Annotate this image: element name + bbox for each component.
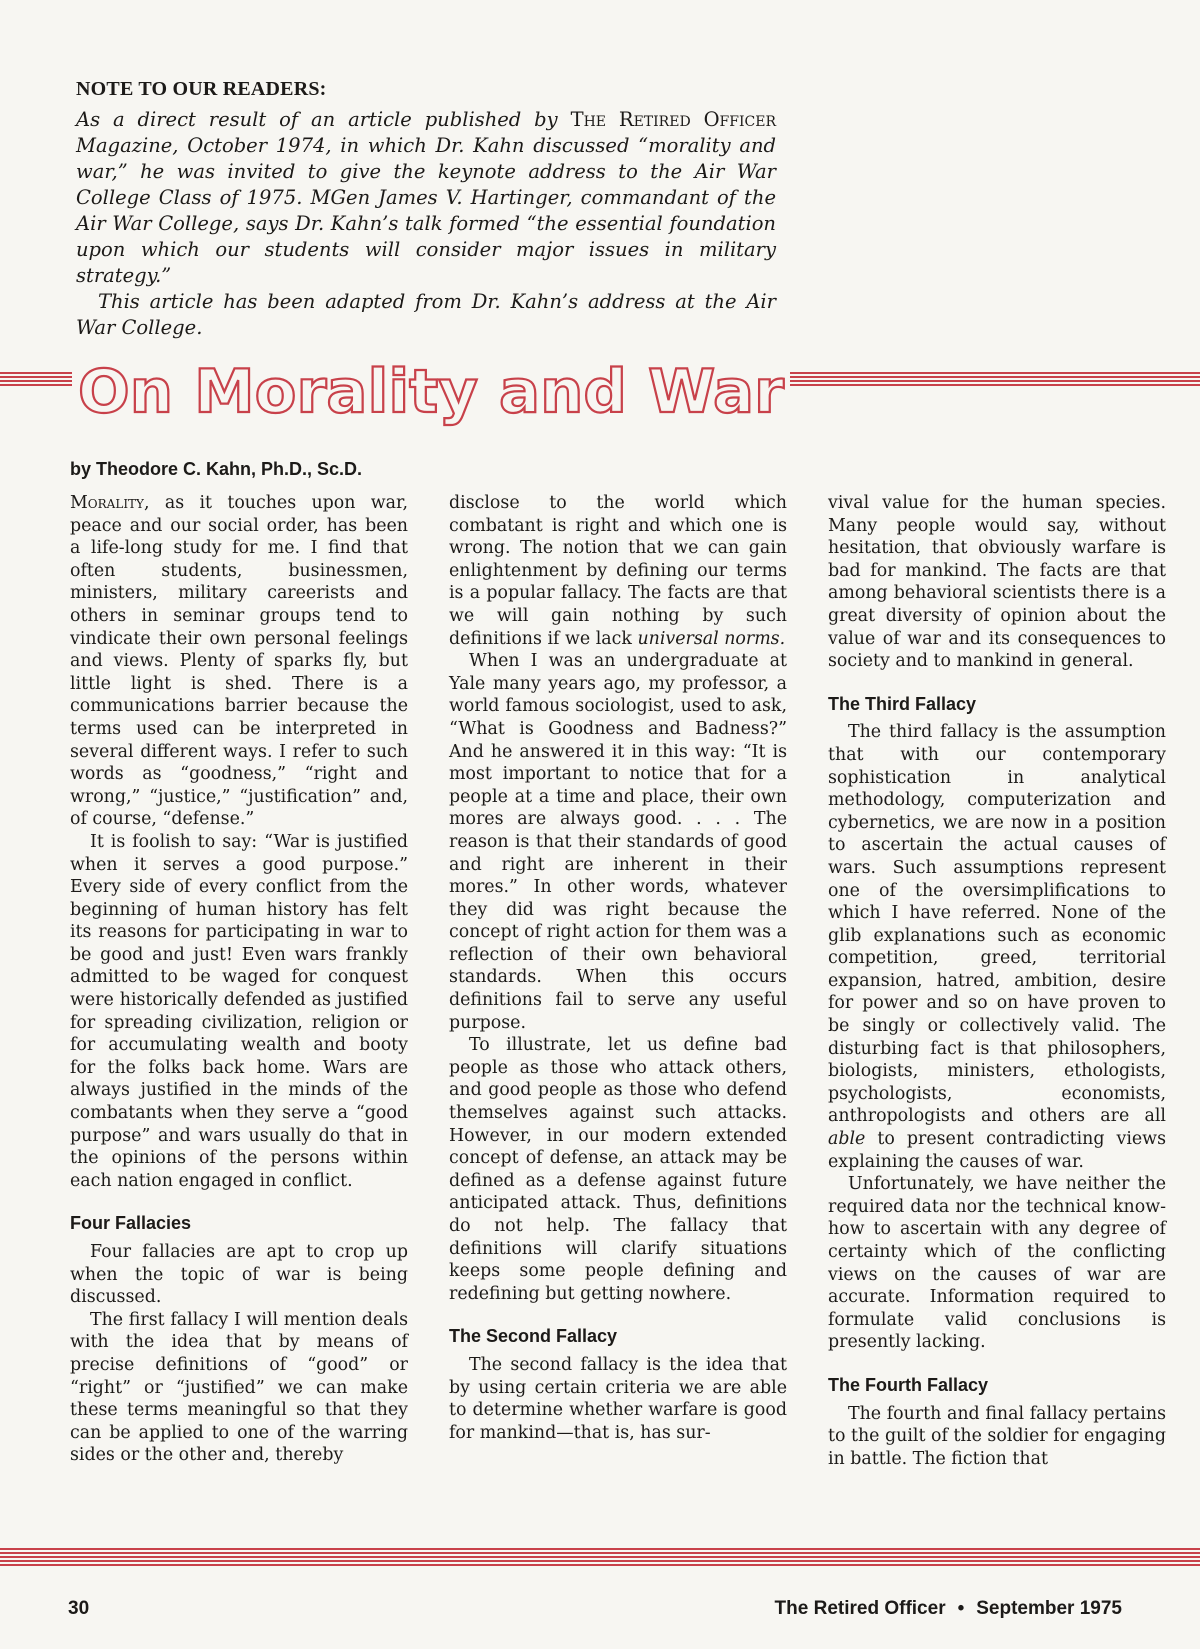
issue-date: September 1975 [976, 1598, 1122, 1619]
lead-word: Morality, [70, 493, 150, 513]
section-heading-fourth-fallacy: The Fourth Fallacy [828, 1374, 989, 1395]
footer-publication [769, 1598, 1128, 1620]
article-title-text: On Morality and War [78, 357, 785, 427]
section-heading-third-fallacy: The Third Fallacy [828, 693, 977, 714]
note-paragraph-2: This article has been adapted from Dr. Kahn’s address at the Air War College. [76, 290, 776, 339]
paragraph: Unfortunately, we have neither the required data nor the technical know-how to ascertain with any degree of certainty which of the conflicting views on the causes of war are accurate. Information required to formulate valid conclusions is presently lacking. [828, 1174, 1166, 1353]
note-paragraph-1: As a direct result of an article published by The Retired Officer Magazine, October 1974, in which Dr. Kahn discussed “morality and war,” he was invited to give the keynote address to the Air War College Class of 1975. MGen James V. Hartinger, commandant of the Air War College, says Dr. Kahn’s talk formed “the essential foundation upon which our students will consider major issues in military strategy.” [76, 108, 776, 287]
note-to-readers [76, 78, 776, 341]
page-number: 30 [68, 1598, 90, 1619]
paragraph: When I was an undergraduate at Yale many years ago, my professor, a world famous sociologist, used to ask, “What is Goodness and Badness?” And he answered it in this way: “It is most important to notice that for a people at a time and place, their own mores are always good. . . . The reason is that their standards of good and right are inherent in their mores.” In other words, whatever they did was right because the concept of right action for them was a reflection of their own behavioral standards. When this occurs definitions fail to serve any useful purpose. [449, 651, 787, 1033]
byline: by Theodore C. Kahn, Ph.D., Sc.D. [70, 459, 363, 479]
footer-rule [0, 1548, 1200, 1568]
paragraph: vival value for the human species. Many people would say, without hesitation, that obviously warfare is bad for mankind. The facts are that among behavioral scientists there is a great diversity of opinion about the value of war and its consequences to society and to mankind in general. [828, 493, 1166, 672]
article-column-1 [70, 492, 408, 1467]
paragraph: To illustrate, let us define bad people as those who attack others, and good people as those who defend themselves against such attacks. However, in our modern extended concept of defense, an attack may be defined as a defense against future anticipated attack. Thus, definitions do not help. The fallacy that definitions will clarify situations keeps some people defining and redefining but getting nowhere. [449, 1035, 787, 1304]
note-heading: NOTE TO OUR READERS: [76, 78, 327, 100]
article-title [72, 352, 792, 442]
paragraph: The second fallacy is the idea that by using certain criteria we are able to determine whether warfare is good for mankind—that is, has sur- [449, 1354, 787, 1443]
paragraph: Morality, as it touches upon war, peace and our social order, has been a life-long study for me. I find that often students, businessmen, ministers, military careerists and others in seminar groups tend to vindicate their own personal feelings and views. Plenty of sparks fly, but little light is shed. There is a communications barrier because the terms used can be interpreted in several different ways. I refer to such words as “goodness,” “right and wrong,” “justice,” “justification” and, of course, “defense.” [70, 493, 408, 830]
article-column-2 [449, 492, 787, 1444]
section-heading-four-fallacies: Four Fallacies [70, 1213, 192, 1234]
title-rule-right [790, 372, 1200, 386]
section-heading-second-fallacy: The Second Fallacy [449, 1326, 618, 1347]
paragraph: disclose to the world which combatant is right and which one is wrong. The notion that we can gain enlightenment by defining our terms is a popular fallacy. The facts are that we will gain nothing by such definitions if we lack universal norms. [449, 493, 787, 649]
paragraph: The first fallacy I will mention deals with the idea that by means of precise definitions of “good” or “right” or “justified” we can make these terms meaningful so that they can be applied to one of the warring sides or the other and, thereby [70, 1309, 408, 1466]
paragraph: Four fallacies are apt to crop up when the topic of war is being discussed. [70, 1242, 408, 1308]
title-rule-left [0, 372, 72, 386]
article-column-3 [828, 492, 1166, 1470]
bullet-separator: • [957, 1598, 965, 1619]
publication-name: The Retired Officer [774, 1598, 946, 1619]
paragraph: The third fallacy is the assumption that with our contemporary sophistication in analytical methodology, computerization and cybernetics, we are now in a position to ascertain the actual causes of wars. Such assumptions represent one of the oversimplifications to which I have referred. None of the glib explanations such as economic competition, greed, territorial expansion, hatred, ambition, desire for power and so on have proven to be singly or collectively valid. The disturbing fact is that philosophers, biologists, ministers, ethologists, psychologists, economists, anthropologists and others are all able to present contradicting views explaining the causes of war. [828, 722, 1166, 1172]
paragraph: It is foolish to say: “War is justified when it serves a good purpose.” Every side of every conflict from the beginning of human history has felt its reasons for participating in war to be good and just! Even wars frankly admitted to be waged for conquest were historically defended as justified for spreading civilization, religion or for accumulating wealth and booty for the folks back home. Wars are always justified in the minds of the combatants when they serve a “good purpose” and wars usually do that in the opinions of the persons within each nation engaged in conflict. [70, 831, 408, 1191]
magazine-name: The Retired Officer [570, 108, 776, 131]
paragraph: The fourth and final fallacy pertains to the guilt of the soldier for engaging in battle. The fiction that [828, 1403, 1166, 1469]
